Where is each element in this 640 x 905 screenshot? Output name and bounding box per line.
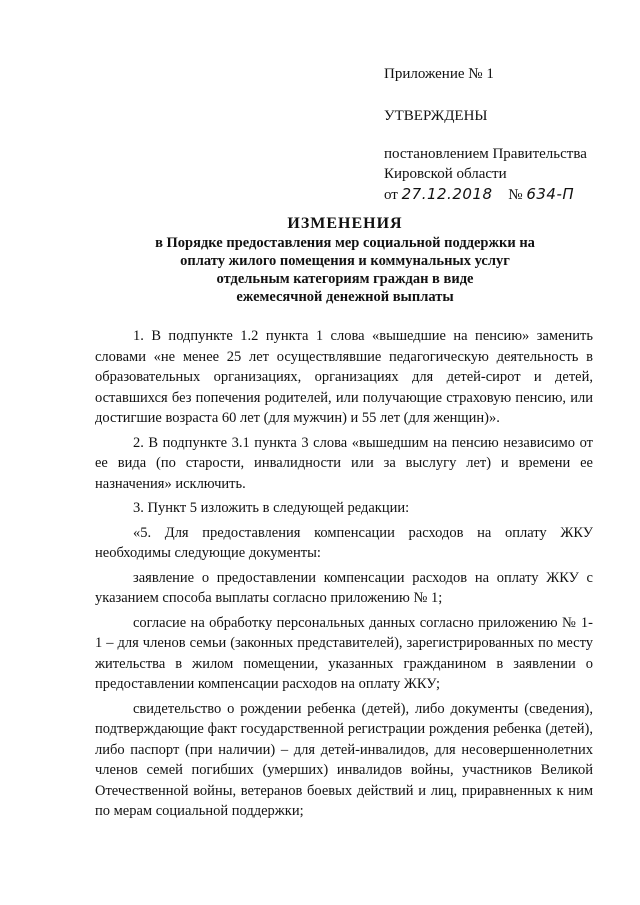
document-body [95,326,593,822]
number-prefix: № [508,187,523,203]
subtitle-line-2: оплату жилого помещения и коммунальных услуг [180,253,510,269]
approved-label: УТВЕРЖДЕНЫ [384,108,488,124]
paragraph-7: свидетельство о рождении ребенка (детей), либо документы (сведения), подтверждающие факт государственной регистрации рождения ребенка (детей), либо паспорт (при наличии) – для детей-инвалидов, для несовершеннолетних членов семей погибших (умерших) инвалидов войны, участников Великой Отечественной войны, ветеранов боевых действий и лиц, приравненных к ним по мерам социальной поддержки; [95,700,593,819]
handwritten-date: 27.12.2018 [401,185,493,203]
annex-label: Приложение № 1 [384,66,494,82]
approval-block [384,64,624,205]
paragraph-6: согласие на обработку персональных данных согласно приложению № 1-1 – для членов семьи (законных представителей), зарегистрированных по месту жительства в жилом помещении, указанных гражданином в заявлении о предоставлении компенсации расходов на оплату ЖКУ; [95,614,593,692]
subtitle-line-1: в Порядке предоставления мер социальной поддержки на [155,235,535,251]
paragraph-5: заявление о предоставлении компенсации расходов на оплату ЖКУ с указанием способа выплаты согласно приложению № 1; [95,569,593,606]
paragraph-3: 3. Пункт 5 изложить в следующей редакции: [133,500,410,516]
document-title: ИЗМЕНЕНИЯ [287,215,403,232]
paragraph-1: 1. В подпункте 1.2 пункта 1 слова «вышедшие на пенсию» заменить словами «не менее 25 лет осуществлявшие педагогическую деятельность в образовательных организациях, организациях для детей-сирот и детей, оставшихся без попечения родителей, или получающие страховую пенсию, или достигшие возраста 60 лет (для мужчин) и 55 лет (для женщин)». [95,328,593,426]
decree-line-2: Кировской области [384,166,507,182]
subtitle-line-3: отдельным категориям граждан в виде [216,271,474,287]
subtitle-line-4: ежемесячной денежной выплаты [236,289,454,305]
decree-line-1: постановлением Правительства [384,146,587,162]
document-title-block [110,214,580,306]
paragraph-2: 2. В подпункте 3.1 пункта 3 слова «вышедшим на пенсию независимо от ее вида (по старости, инвалидности или за выслугу лет) и времени ее назначения» исключить. [95,434,593,492]
handwritten-number: 634-П [526,185,575,203]
decree-date-line [384,184,624,205]
date-prefix: от [384,187,398,203]
paragraph-4: «5. Для предоставления компенсации расходов на оплату ЖКУ необходимы следующие документы: [95,524,593,561]
